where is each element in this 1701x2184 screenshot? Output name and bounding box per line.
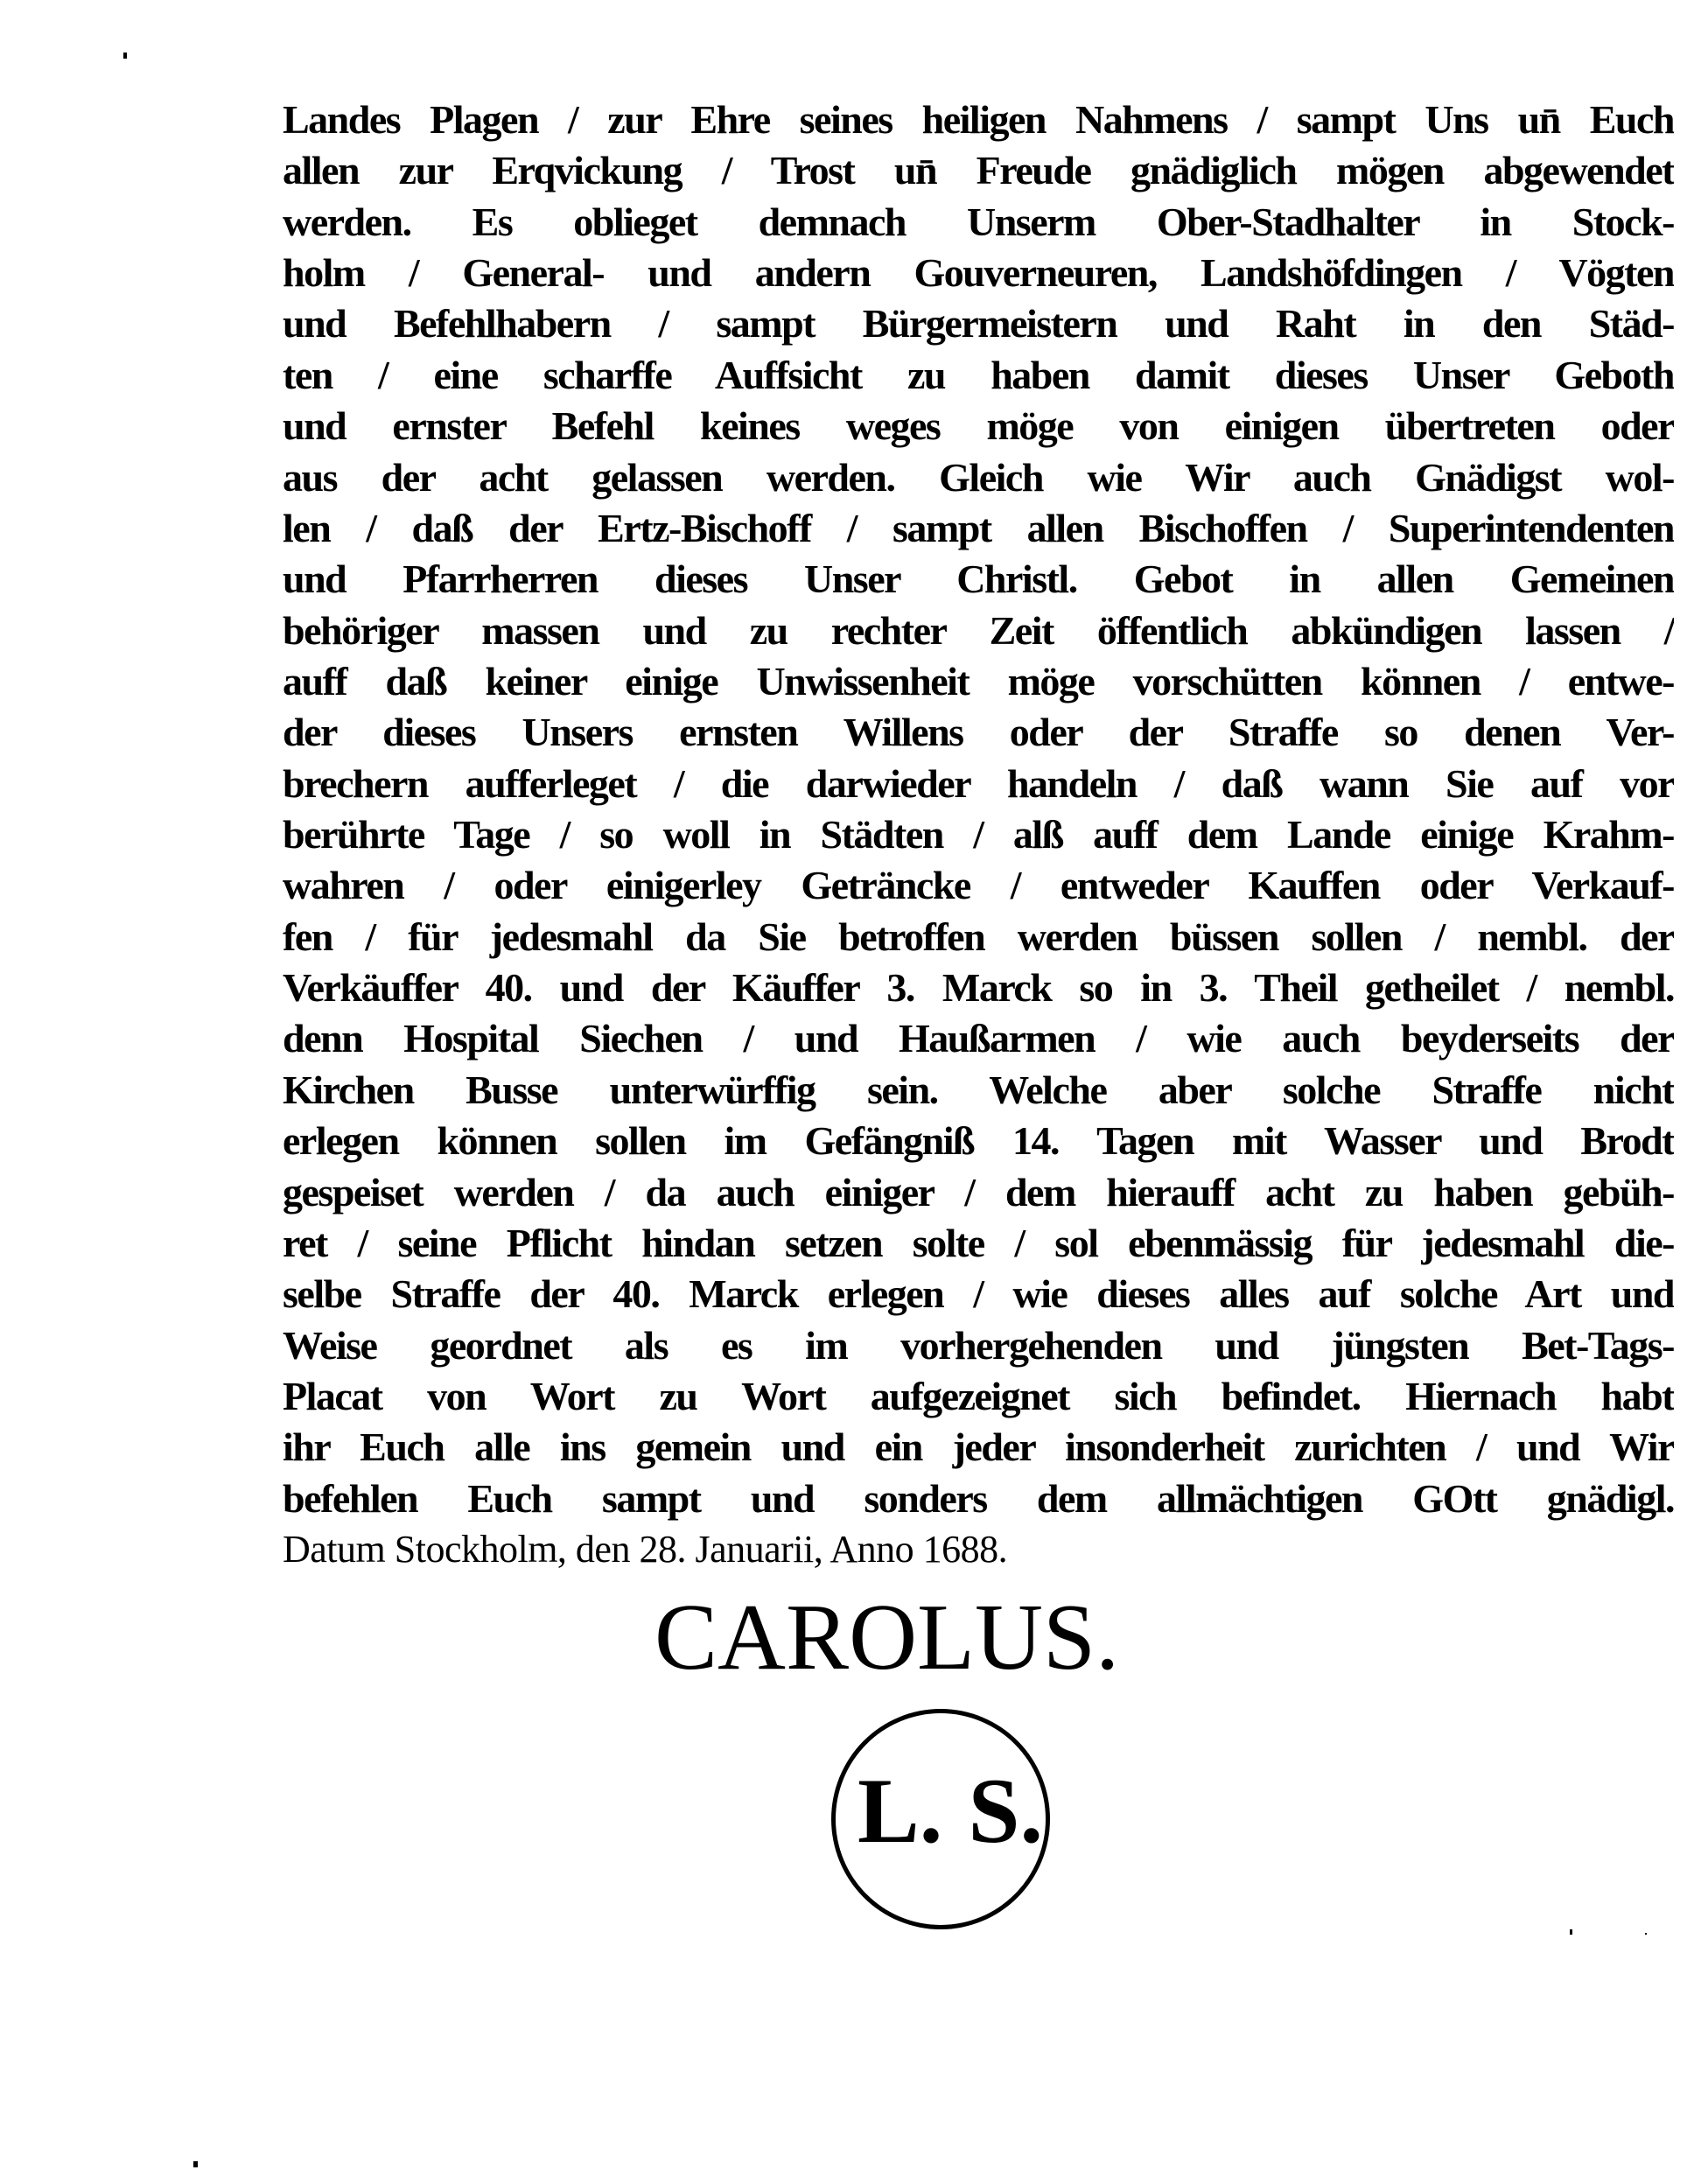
text-line: werden. Es oblieget demnach Unserm Ober-Stadhalter in Stock- bbox=[283, 199, 1674, 244]
text-line: behöriger massen und zu rechter Zeit öffentlich abkündigen lassen / bbox=[283, 607, 1674, 653]
proclamation-body bbox=[283, 94, 1674, 1575]
text-line: berührte Tage / so woll in Städten / alß auff dem Lande einige Krahm- bbox=[283, 812, 1674, 858]
text-line: selbe Straffe der 40. Marck erlegen / wie dieses alles auf solche Art und bbox=[283, 1271, 1674, 1317]
text-line: allen zur Erqvickung / Trost un̄ Freude gnädiglich mögen abgewendet bbox=[283, 148, 1674, 193]
text-line: gespeiset werden / da auch einiger / dem hierauff acht zu haben gebüh- bbox=[283, 1169, 1674, 1214]
text-line: ten / eine scharffe Auffsicht zu haben damit dieses Unser Geboth bbox=[283, 352, 1674, 397]
seal-label: L. S. bbox=[858, 1760, 1043, 1862]
scan-speck-icon bbox=[1570, 1929, 1572, 1935]
text-line: len / daß der Ertz-Bischoff / sampt allen Bischoffen / Superintendenten bbox=[283, 505, 1674, 550]
text-line: und ernster Befehl keines weges möge von einigen übertreten oder bbox=[283, 403, 1674, 449]
text-line: ret / seine Pflicht hindan setzen solte / sol ebenmässig für jedesmahl die- bbox=[283, 1220, 1674, 1265]
text-line: der dieses Unsers ernsten Willens oder der Straffe so denen Ver- bbox=[283, 710, 1674, 755]
text-line: denn Hospital Siechen / und Haußarmen / wie auch beyderseits der bbox=[283, 1016, 1674, 1061]
text-line: und Pfarrherren dieses Unser Christl. Gebot in allen Gemeinen bbox=[283, 556, 1674, 602]
text-line: Placat von Wort zu Wort aufgezeignet sich befindet. Hiernach habt bbox=[283, 1373, 1674, 1418]
scan-speck-icon bbox=[193, 2161, 198, 2167]
text-line: holm / General- und andern Gouverneuren, Landshöfdingen / Vögten bbox=[283, 250, 1674, 296]
text-line: Landes Plagen / zur Ehre seines heiligen Nahmens / sampt Uns un̄ Euch bbox=[283, 97, 1674, 142]
text-line: Verkäuffer 40. und der Käuffer 3. Marck so in 3. Theil getheilet / nembl. bbox=[283, 965, 1674, 1011]
text-line: auff daß keiner einige Unwissenheit möge vorschütten können / entwe- bbox=[283, 658, 1674, 704]
text-line: fen / für jedesmahl da Sie betroffen werden büssen sollen / nembl. der bbox=[283, 914, 1674, 959]
dateline: Datum Stockholm, den 28. Januarii, Anno 1688. bbox=[283, 1528, 1008, 1572]
text-line: brechern aufferleget / die darwieder handeln / daß wann Sie auf vor bbox=[283, 760, 1674, 806]
text-line: befehlen Euch sampt und sonders dem allmächtigen GOtt gnädigl. bbox=[283, 1475, 1674, 1521]
royal-signature: CAROLUS. bbox=[654, 1586, 1120, 1690]
text-line: wahren / oder einigerley Geträncke / entweder Kauffen oder Verkauf- bbox=[283, 863, 1674, 908]
text-line: Kirchen Busse unterwürffig sein. Welche aber solche Straffe nicht bbox=[283, 1067, 1674, 1112]
text-line: ihr Euch alle ins gemein und ein jeder insonderheit zurichten / und Wir bbox=[283, 1424, 1674, 1470]
text-line: erlegen können sollen im Gefängniß 14. Tagen mit Wasser und Brodt bbox=[283, 1118, 1674, 1164]
text-line: aus der acht gelassen werden. Gleich wie Wir auch Gnädigst wol- bbox=[283, 454, 1674, 500]
text-line: Weise geordnet als es im vorhergehenden und jüngsten Bet-Tags- bbox=[283, 1322, 1674, 1368]
scan-speck-icon bbox=[123, 52, 127, 59]
text-line: und Befehlhabern / sampt Bürgermeistern und Raht in den Städ- bbox=[283, 301, 1674, 346]
scan-speck-icon bbox=[1645, 1933, 1647, 1935]
